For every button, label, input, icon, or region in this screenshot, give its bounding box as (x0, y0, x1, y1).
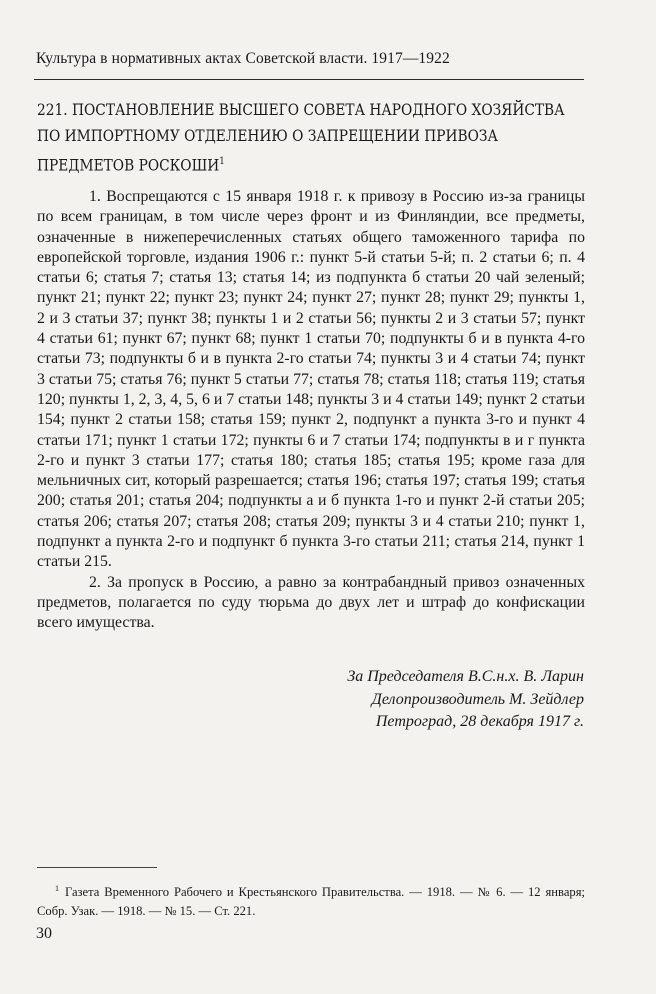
body-text (37, 187, 585, 634)
title-footnote-mark[interactable]: 1 (219, 156, 225, 167)
paragraph-2: 2. За пропуск в Россию, а равно за контрабандный привоз означенных предметов, полагается по суду тюрьма до двух лет и штраф до конфискации всего имущества. (37, 573, 585, 632)
page-number: 30 (36, 925, 52, 942)
signature-chairman: За Председателя В.С.н.х. В. Ларин (347, 668, 584, 685)
title-text: 221. ПОСТАНОВЛЕНИЕ ВЫСШЕГО СОВЕТА НАРОДНОГО ХОЗЯЙСТВА ПО ИМПОРТНОМУ ОТДЕЛЕНИЮ О ЗАПРЕЩЕНИИ ПРИВОЗА ПРЕДМЕТОВ РОСКОШИ (37, 100, 565, 175)
signature-block (347, 666, 584, 734)
header-rule (34, 79, 584, 80)
footnote-rule (37, 867, 157, 868)
running-head: Культура в нормативных актах Советской власти. 1917—1922 (36, 50, 450, 67)
place-date: Петроград, 28 декабря 1917 г. (375, 713, 584, 730)
document-title (37, 97, 570, 178)
paragraph-1: 1. Воспрещаются с 15 января 1918 г. к привозу в Россию из-за границы по всем границам, в том числе через фронт и из Финляндии, все предметы, означенные в нижеперечисленных статьях общего таможенного тарифа по европейской торговле, издания 1906 г.: пункт 5-й статьи 5-й; п. 2 статьи 6; п. 4 статьи 6; статья 7; статья 13; статья 14; из подпункта б статьи 20 чай зеленый; пункт 21; пункт 22; пункт 23; пункт 24; пункт 27; пункт 28; пункт 29; пункты 1, 2 и 3 статьи 37; пункт 38; пункты 1 и 2 статьи 56; пункты 2 и 3 статьи 57; пункт 4 статьи 61; пункт 67; пункт 68; пункт 1 статьи 70; подпункты б и в пункта 4-го статьи 73; подпункты б и в пункта 2-го статьи 74; пункты 3 и 4 статьи 74; пункт 3 статьи 75; статья 76; пункт 5 статьи 77; статья 78; статья 118; статья 119; статья 120; пункты 1, 2, 3, 4, 5, 6 и 7 статьи 148; пункты 3 и 4 статьи 149; пункт 2 статьи 154; пункт 2 статьи 158; статья 159; пункт 2, подпункт а пункта 3-го и пункт 4 статьи 171; пункт 1 статьи 172; пункты 6 и 7 статьи 174; подпункты в и г пункта 2-го и пункт 3 статьи 177; статья 180; статья 185; статья 195; кроме газа для мельничных сит, который разрешается; статья 196; статья 197; статья 199; статья 200; статья 201; статья 204; подпункты а и б пункта 1-го и пункт 2-й статьи 205; статья 206; статья 207; статья 208; статья 209; пункты 3 и 4 статьи 210; пункт 1, подпункт а пункта 2-го и подпункт б пункта 3-го статьи 211; статья 214, пункт 1 статьи 215. (37, 188, 585, 571)
signature-clerk: Делопроизводитель М. Зейдлер (371, 690, 584, 708)
footnote (37, 879, 585, 921)
footnote-mark: 1 (55, 884, 59, 893)
footnote-text: Газета Временного Рабочего и Крестьянского Правительства. — 1918. — № 6. — 12 января; Собр. Узак. — 1918. — № 15. — Ст. 221. (37, 885, 585, 919)
